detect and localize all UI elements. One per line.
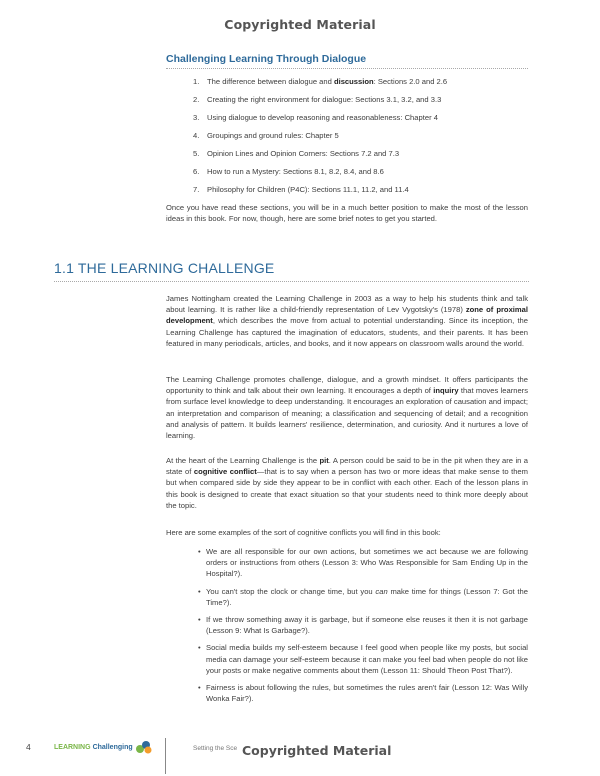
reading-list (193, 77, 523, 203)
page-number: 4 (26, 742, 31, 752)
bullet-icon: • (198, 586, 201, 596)
list-item: • We are all responsible for our own actions, but sometimes we act because we are following orders or instructions from others (Lesson 3: Who Was Responsible for Sam Ending Up in the Hospital?). (198, 547, 528, 579)
bullet-icon: • (198, 683, 201, 693)
footer-section-label: Setting the Sce (193, 745, 238, 752)
section-divider (54, 281, 529, 282)
paragraph-4: Here are some examples of the sort of cognitive conflicts you will find in this book: (166, 528, 441, 537)
bullet-icon: • (198, 547, 201, 556)
logo-mark-icon (135, 740, 153, 754)
paragraph-1: James Nottingham created the Learning Challenge in 2003 as a way to help his students think and talk about learning. It is rather like a child-friendly representation of Lev Vygotsky's (1978) zone of proximal development, which describes the move from actual to potential understanding. Since its inception, the Learning Challenge has captured the imagination of educators, students, and their parents. It has been featured in many periodicals, articles, and books, and it now appears on classroom walls around the world. (166, 294, 528, 348)
list-item: 4. Groupings and ground rules: Chapter 5 (193, 131, 339, 140)
box-divider (166, 68, 528, 69)
list-item: • Social media builds my self-esteem because I feel good when people like my posts, but social media can damage your self-esteem because it can make you feel bad when people do not like your posts or make negative comments about them (Lesson 11: Should Theon Post That?). (198, 643, 528, 675)
bullet-icon: • (198, 643, 201, 653)
challenging-learning-logo: LEARNING Challenging (54, 740, 153, 754)
paragraph-2: The Learning Challenge promotes challenge, dialogue, and a growth mindset. It offers participants the opportunity to think and talk about their own learning. It encourages a depth of inquiry that moves learners from surface level knowledge to deep understanding. It encourages an exploration of causation and impact; an interpretation and comparison of meaning; a classification and sequencing of detail; and a recognition and analysis of pattern. It builds learners' resilience, determination, and curiosity. And it nurtures a love of learning. (166, 375, 528, 441)
box-closing-paragraph: Once you have read these sections, you will be in a much better position to make the most of the lesson ideas in this book. For now, though, here are some brief notes to get you started. (166, 203, 528, 224)
footer-divider (165, 738, 166, 774)
section-heading: 1.1 THE LEARNING CHALLENGE (54, 260, 275, 276)
watermark-top: Copyrighted Material (224, 17, 376, 32)
list-item: 1. The difference between dialogue and discussion: Sections 2.0 and 2.6 (193, 77, 448, 86)
list-item: 2. Creating the right environment for dialogue: Sections 3.1, 3.2, and 3.3 (193, 95, 442, 104)
list-item: 6. How to run a Mystery: Sections 8.1, 8.2, 8.4, and 8.6 (193, 167, 384, 176)
box-title: Challenging Learning Through Dialogue (166, 53, 367, 65)
list-item: 5. Opinion Lines and Opinion Corners: Sections 7.2 and 7.3 (193, 149, 400, 158)
list-item: • You can't stop the clock or change time, but you can make time for things (Lesson 7: Got the Time?). (198, 586, 528, 607)
watermark-bottom: Copyrighted Material (242, 743, 392, 758)
list-item: 3. Using dialogue to develop reasoning and reasonableness: Chapter 4 (193, 113, 438, 122)
conflict-examples-list (198, 546, 528, 710)
list-item: 7. Philosophy for Children (P4C): Sections 11.1, 11.2, and 11.4 (193, 185, 409, 194)
bullet-icon: • (198, 615, 201, 625)
paragraph-3: At the heart of the Learning Challenge is the pit. A person could be said to be in the pit when they are in a state of cognitive conflict—that is to say when a person has two or more ideas that make sense to them but when compared side by side they appear to be in conflict with each other. Each of the lesson plans in this book is designed to create that exact situation so that your students need to think more deeply about the topic. (166, 456, 528, 510)
list-item: • Fairness is about following the rules, but sometimes the rules aren't fair (Lesson 12: Was Willy Wonka Fair?). (198, 683, 528, 704)
list-item: • If we throw something away it is garbage, but if someone else reuses it then it is not garbage (Lesson 9: What Is Garbage?). (198, 615, 528, 636)
